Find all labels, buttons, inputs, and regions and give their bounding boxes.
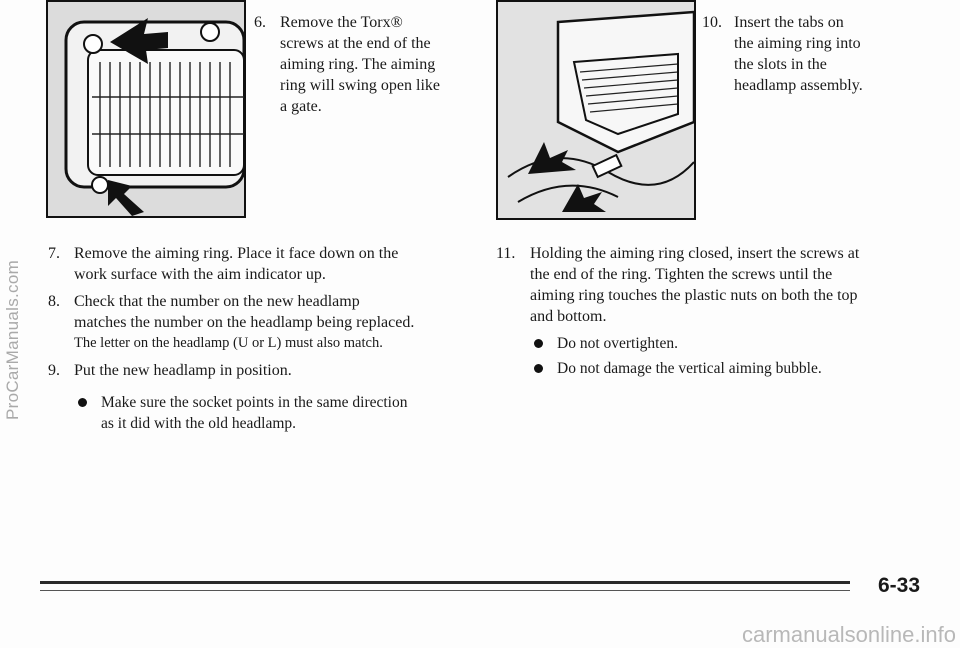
step-8 [48,291,468,354]
bullet-do-not-overtighten [534,333,914,354]
text-line: headlamp assembly. [734,77,863,94]
text-line: Check that the number on the new headlamp [74,293,360,310]
text-line: the aiming ring into [734,35,861,52]
text-line: Insert the tabs on [734,14,844,31]
step-number: 9. [48,362,60,379]
bullet-dot [534,339,543,348]
text-line: Put the new headlamp in position. [74,362,292,379]
step-10 [702,12,932,96]
step-number: 10. [702,14,722,31]
text-line: aiming ring touches the plastic nuts on both the top [530,287,858,304]
bullet-socket-direction [78,392,478,434]
text-line: ring will swing open like [280,77,440,94]
headlamp-torx-figure [46,0,246,218]
aiming-ring-figure [496,0,696,220]
footer-rule-top [40,581,850,584]
step-11 [496,243,926,327]
text-line: Make sure the socket points in the same direction [101,394,408,411]
step-number: 11. [496,245,516,262]
bullet-dot [534,364,543,373]
text-line: Remove the aiming ring. Place it face down on the [74,245,399,262]
text-line: a gate. [280,98,322,115]
text-line: and bottom. [530,308,607,325]
step-7 [48,243,468,285]
text-line: matches the number on the headlamp being replaced. [74,314,415,331]
text-line: The letter on the headlamp (U or L) must also match. [74,335,383,351]
text-line: screws at the end of the [280,35,431,52]
step-number: 7. [48,245,60,262]
text-line: the slots in the [734,56,827,73]
bullet-dot [78,398,87,407]
text-line: Remove the Torx® [280,14,403,31]
page-number: 6-33 [877,574,920,597]
text-line: work surface with the aim indicator up. [74,266,326,283]
step-9 [48,360,468,381]
text-line: the end of the ring. Tighten the screws until the [530,266,833,283]
text-line: as it did with the old headlamp. [101,415,297,432]
text-line: Holding the aiming ring closed, insert the screws at [530,245,860,262]
text-line: aiming ring. The aiming [280,56,436,73]
text-line: Do not damage the vertical aiming bubble. [557,360,822,377]
text-line: Do not overtighten. [557,335,678,352]
footer-rule-bottom [40,590,850,591]
step-number: 8. [48,293,60,310]
step-number: 6. [254,14,266,31]
side-watermark: ProCarManuals.com [3,259,22,420]
bottom-watermark: carmanualsonline.info [741,622,956,647]
step-6 [254,12,484,117]
bullet-aiming-bubble [534,358,914,379]
